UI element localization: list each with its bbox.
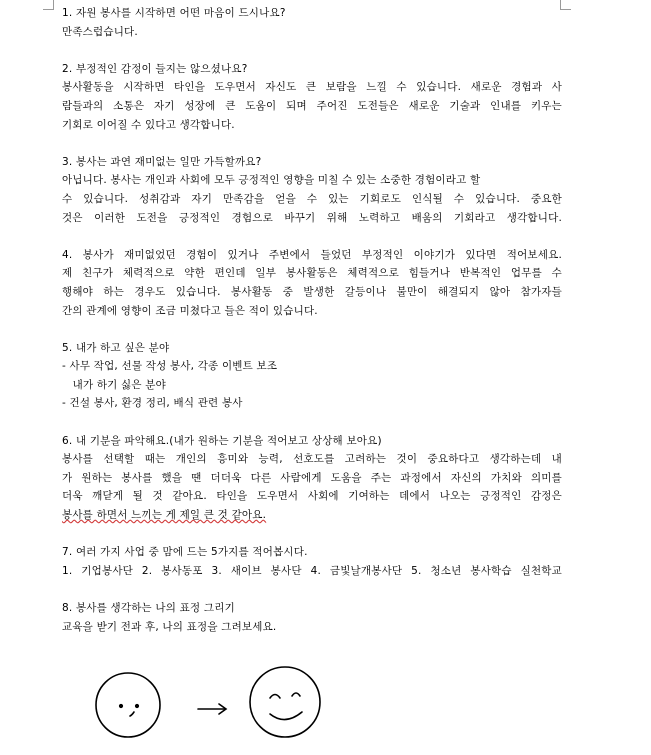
answer-5-line-3: - 건설 봉사, 환경 정리, 배식 관련 봉사	[62, 397, 243, 410]
question-4: 4. 봉사가 재미없었던 경험이 있거나 주변에서 들었던 부정적인 이야기가 있다면 적어보세요.	[62, 248, 562, 261]
face-drawings	[95, 660, 335, 755]
answer-6-line-1: 봉사를 선택할 때는 개인의 흥미와 능력, 선호도를 고려하는 것이 중요하다고 생각하는데 내	[62, 453, 562, 466]
question-3: 3. 봉사는 과연 재미없는 일만 가득할까요?	[62, 155, 262, 168]
answer-2-line-1: 봉사활동을 시작하면 타인을 도우면서 자신도 큰 보람을 느낄 수 있습니다. 새로운 경험과 사	[62, 81, 562, 94]
answer-3-line-3: 것은 이러한 도전을 긍정적인 경험으로 바꾸기 위해 노력하고 배움의 기회라고 생각합니다.	[62, 211, 562, 224]
document-body	[62, 4, 562, 636]
answer-3-line-2: 수 있습니다. 성취감과 자기 만족감을 얻을 수 있는 기회로도 인식될 수 있습니다. 중요한	[62, 192, 562, 205]
question-5: 5. 내가 하고 싶은 분야	[62, 341, 170, 354]
answer-4-line-3: 간의 관계에 영향이 조금 미쳤다고 들은 적이 있습니다.	[62, 304, 318, 317]
page-corner-mark-left	[43, 0, 54, 10]
question-7: 7. 여러 가지 사업 중 맘에 드는 5가지를 적어봅시다.	[62, 546, 308, 559]
question-6: 6. 내 기분을 파악해요.(내가 원하는 기분을 적어보고 상상해 보아요)	[62, 434, 382, 447]
answer-7-line-1: 1. 기업봉사단 2. 봉사동포 3. 새이브 봉사단 4. 금빛날개봉사단 5. 청소년 봉사학습 실천학교	[62, 564, 562, 577]
face-after	[250, 667, 320, 737]
question-1: 1. 자원 봉사를 시작하면 어떤 마음이 드시나요?	[62, 7, 286, 19]
answer-5-line-1: - 사무 작업, 선물 작성 봉사, 각종 이벤트 보조	[62, 360, 278, 373]
answer-2-line-2: 람들과의 소통은 자기 성장에 큰 도움이 되며 주어진 도전들은 새로운 기술과 인내를 키우는	[62, 99, 562, 112]
question-2: 2. 부정적인 감정이 들지는 않으셨나요?	[62, 62, 248, 75]
question-8: 8. 봉사를 생각하는 나의 표정 그리기	[62, 602, 235, 614]
answer-6-line-3: 더욱 깨닫게 될 것 같아요. 타인을 도우면서 사회에 기여하는 데에서 나오는 긍정적인 감정은	[62, 490, 562, 503]
answer-5-line-2: 내가 하기 싫은 분야	[62, 378, 166, 391]
answer-8-line-1: 교육을 받기 전과 후, 나의 표정을 그려보세요.	[62, 620, 277, 633]
answer-6-line-2: 가 원하는 봉사를 했을 땐 더더욱 다른 사람에게 도움을 주는 과정에서 자신의 가치와 의미를	[62, 471, 562, 484]
arrow-icon	[198, 704, 226, 714]
face-before	[96, 673, 160, 737]
answer-1: 만족스럽습니다.	[62, 25, 138, 38]
answer-4-line-2: 행해야 하는 경우도 있습니다. 봉사활동 중 발생한 갈등이나 불만이 해결되지 않아 참가자들	[62, 285, 562, 298]
answer-2-line-3: 기회로 이어질 수 있다고 생각합니다.	[62, 118, 235, 131]
answer-6-line-4: 봉사를 하면서 느끼는 게 제일 큰 것 같아요.	[62, 509, 267, 522]
answer-3-line-1: 아닙니다. 봉사는 개인과 사회에 모두 긍정적인 영향을 미칠 수 있는 소중한 경험이라고 할	[62, 174, 481, 187]
answer-4-line-1: 제 친구가 체력적으로 약한 편인데 일부 봉사활동은 체력적으로 힘들거나 반복적인 업무를 수	[62, 267, 562, 280]
